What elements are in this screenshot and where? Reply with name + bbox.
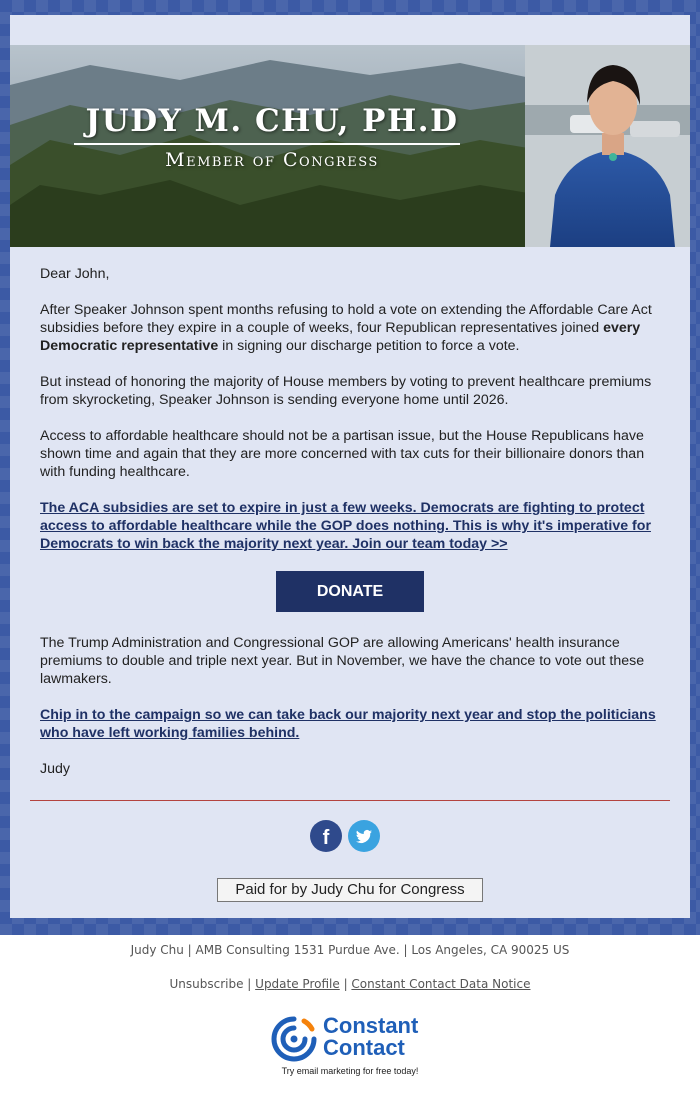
- footer-links: Unsubscribe | Update Profile | Constant Contact Data Notice: [169, 977, 531, 991]
- email-card: [10, 15, 690, 918]
- cc-tagline: Try email marketing for free today!: [281, 1066, 419, 1076]
- header-banner: [10, 45, 690, 247]
- update-profile-link[interactable]: Update Profile: [255, 977, 340, 991]
- divider: [30, 800, 670, 801]
- banner-title: JUDY M. CHU, PH.D: [85, 103, 459, 139]
- letter-body: [40, 265, 660, 796]
- twitter-icon[interactable]: [348, 820, 380, 852]
- paid-for-disclaimer: Paid for by Judy Chu for Congress: [217, 878, 483, 902]
- greeting: Dear John,: [40, 266, 110, 282]
- cc-brand-name: Constant Contact: [323, 1013, 419, 1060]
- bold-emphasis: every Democratic representative: [40, 320, 641, 354]
- signature: Judy: [40, 761, 70, 777]
- paragraph-2: But instead of honoring the majority of House members by voting to prevent healthcare premiums from skyrocketing, Speaker Johnson is sending everyone home until 2026.: [40, 374, 652, 408]
- paragraph-1: After Speaker Johnson spent months refusing to hold a vote on extending the Affordable Care Act subsidies before they expire in a couple of weeks, four Republican representatives joined every Democratic representative in signing our discharge petition to force a vote.: [40, 302, 652, 354]
- join-team-link[interactable]: The ACA subsidies are set to expire in just a few weeks. Democrats are fighting to protect access to affordable healthcare while the GOP does nothing. This is why it's imperative for Democrats to win back the majority next year. Join our team today >>: [40, 500, 651, 552]
- cta-paragraph-2: [40, 706, 660, 742]
- unsubscribe-link[interactable]: Unsubscribe: [169, 977, 244, 991]
- top-strip: [10, 15, 690, 45]
- cta-paragraph-1: [40, 499, 660, 553]
- constant-contact-logo[interactable]: [270, 1015, 440, 1063]
- banner-subtitle: Member of Congress: [165, 149, 379, 171]
- svg-text:f: f: [322, 827, 330, 849]
- footer-address: Judy Chu | AMB Consulting 1531 Purdue Ave. | Los Angeles, CA 90025 US: [130, 943, 570, 957]
- paragraph-4: The Trump Administration and Congressional GOP are allowing Americans' health insurance premiums to double and triple next year. But in November, we have the chance to vote out these lawmakers.: [40, 635, 645, 687]
- chip-in-link[interactable]: Chip in to the campaign so we can take back our majority next year and stop the politicians who have left working families behind.: [40, 707, 656, 741]
- banner-landscape: [10, 45, 690, 247]
- paragraph-3: Access to affordable healthcare should not be a partisan issue, but the House Republicans have shown time and again that they are more concerned with tax cuts for their billionaire donors than with funding healthcare.: [40, 428, 645, 480]
- facebook-icon[interactable]: [310, 820, 342, 852]
- banner-rule: [74, 143, 460, 145]
- donate-wrap: [40, 571, 660, 612]
- donate-button[interactable]: DONATE: [276, 571, 424, 612]
- cc-logo-icon: [270, 1015, 318, 1063]
- social-links: [308, 820, 388, 854]
- data-notice-link[interactable]: Constant Contact Data Notice: [351, 977, 531, 991]
